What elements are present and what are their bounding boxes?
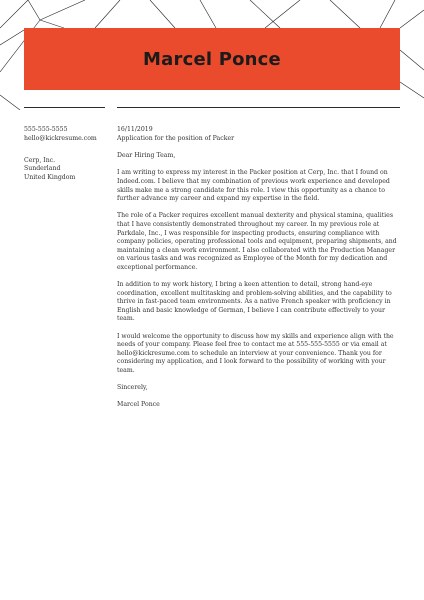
left-divider bbox=[24, 107, 105, 108]
recipient-country: United Kingdom bbox=[24, 174, 76, 182]
recipient-city: Sunderland bbox=[24, 165, 61, 173]
sender-email: hello@kickresume.com bbox=[24, 134, 97, 142]
letter-paragraph: I would welcome the opportunity to discuss how my skills and experience align with the needs of your company. Please feel free to contact me at 555-555-5555 or via email at hello@kickresume.com to schedule an interview at your convenience. Thank you for considering my application, and I look forward to the possibility of working with your team. bbox=[117, 332, 394, 375]
letter-paragraph: In addition to my work history, I bring a keen attention to detail, strong hand-eye coordination, excellent multitasking and problem-solving abilities, and the capability to thrive in fast-paced team environments. As a native French speaker with proficiency in English and basic knowledge of German, I believe I can contribute effectively to your team. bbox=[117, 281, 392, 323]
right-divider bbox=[117, 107, 400, 108]
letter-closing: Sincerely, bbox=[117, 384, 148, 392]
letter-paragraph: The role of a Packer requires excellent manual dexterity and physical stamina, qualities that I have consistently demonstrated throughout my career. In my previous role at Parkdale, Inc., I was responsible for inspecting products, ensuring compliance with company policies, operating professional tools and equipment, preparing shipments, and maintaining a clean work environment. I also collaborated with the Production Manager on various tasks and was recognized as Employee of the Month for my dedication and exceptional performance. bbox=[117, 212, 397, 271]
letter-paragraph: I am writing to express my interest in the Packer position at Cerp, Inc. that I found on Indeed.com. I believe that my combination of previous work experience and developed skills make me a strong candidate for this role. I view this opportunity as a chance to further advance my career and expand my expertise in the field. bbox=[117, 169, 390, 203]
sender-phone: 555-555-5555 bbox=[24, 126, 68, 133]
recipient-company: Cerp, Inc. bbox=[24, 156, 56, 164]
name-banner bbox=[24, 28, 400, 90]
contact-column bbox=[24, 126, 114, 183]
applicant-name: Marcel Ponce bbox=[143, 48, 281, 70]
letter-subject: Application for the position of Packer bbox=[117, 134, 235, 142]
letter-greeting: Dear Hiring Team, bbox=[117, 152, 176, 160]
letter-signature: Marcel Ponce bbox=[117, 401, 160, 409]
letter-body bbox=[117, 126, 403, 419]
letter-date: 16/11/2019 bbox=[117, 126, 153, 133]
